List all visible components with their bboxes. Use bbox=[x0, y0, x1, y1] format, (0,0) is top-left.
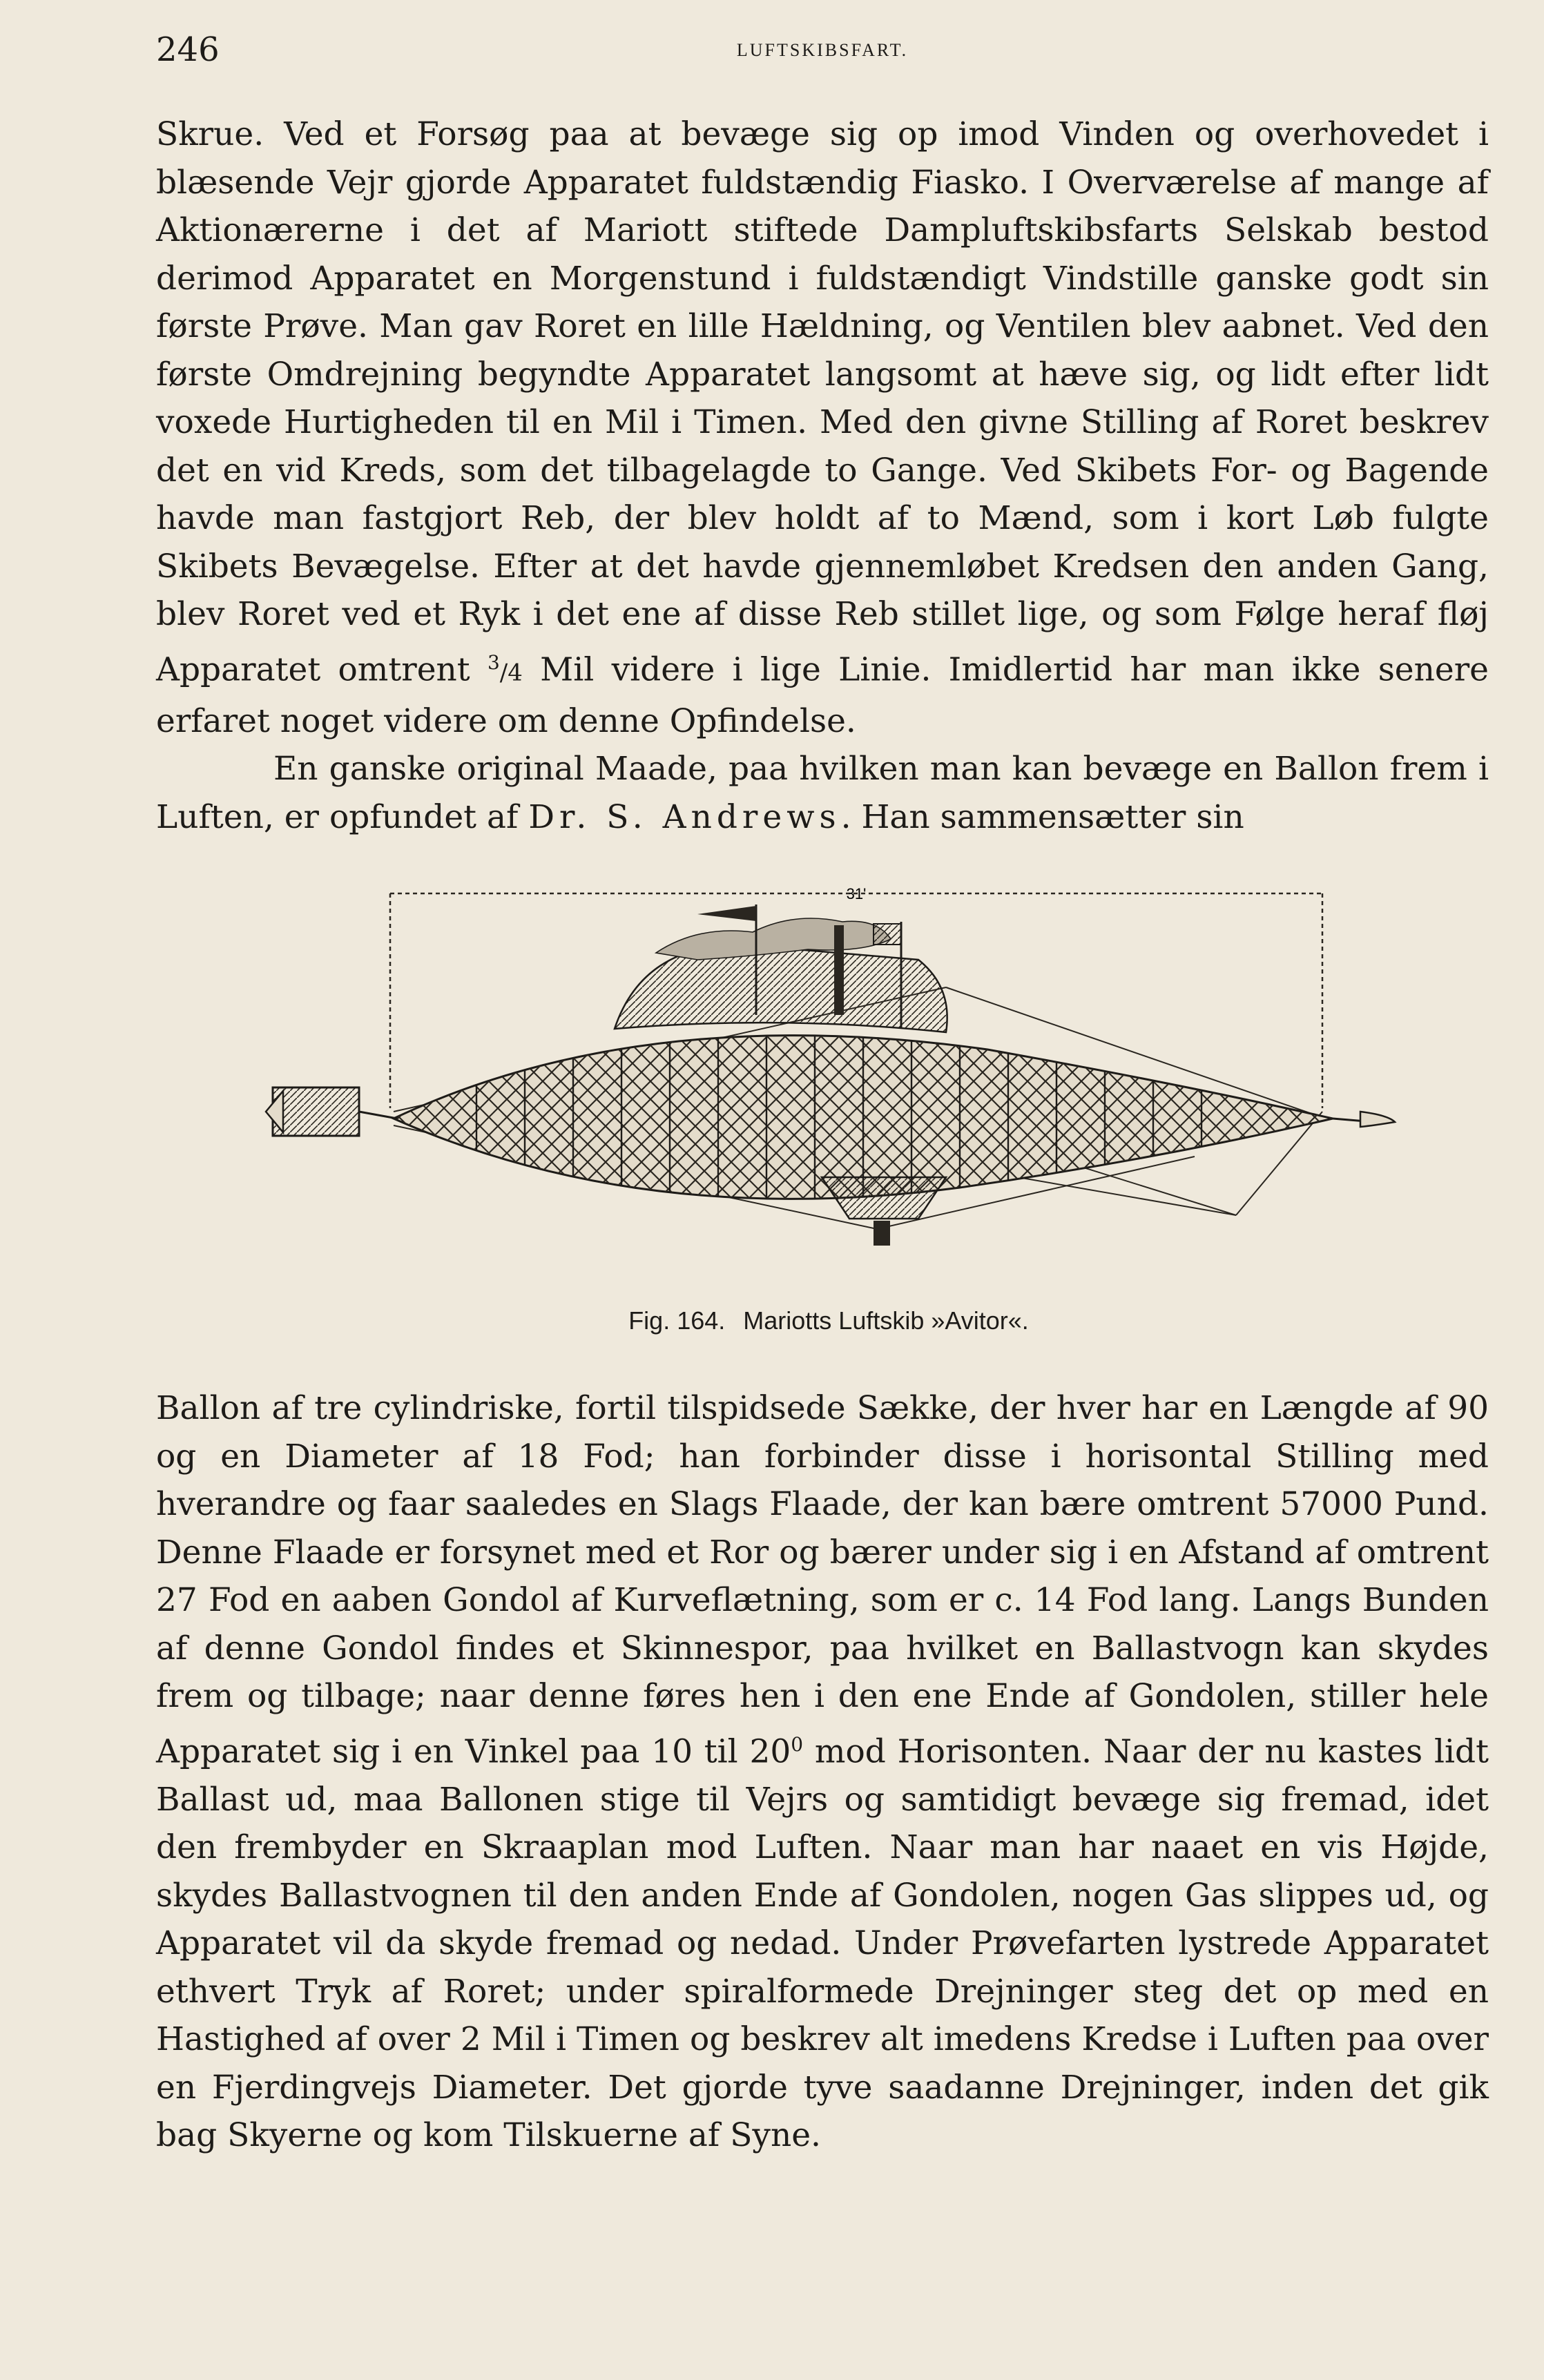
chimney bbox=[834, 925, 844, 1015]
page-header bbox=[156, 30, 1489, 72]
second-paragraph-text-start: En ganske original Maade, paa hvilken man kan bevæge en Ballon frem i Luften, er opfundet af bbox=[156, 750, 1489, 836]
second-paragraph-text-end: . Han sammensætter sin bbox=[840, 797, 1244, 836]
airship-illustration bbox=[255, 884, 1402, 1298]
top-paragraph-text-end: Mil videre i lige Linie. Imidlertid har man ikke senere erfaret noget videre om denne Opfindelse. bbox=[156, 650, 1489, 740]
smoke-plume bbox=[656, 918, 891, 960]
fraction-denominator: /4 bbox=[499, 659, 523, 687]
airship-figure bbox=[255, 884, 1402, 1333]
bottom-paragraph-text-start: Ballon af tre cylindriske, fortil tilspidsede Sække, der hver har en Længde af 90 og en Diameter af 18 Fod; han forbinder disse i horisontal Stilling med hverandre og faar saaledes en Slags Flaade, der kan bære omtrent 57000 Pund. Denne Flaade er forsynet med et Ror og bærer under sig i en Afstand af omtrent 27 Fod en aaben Gondol af Kurveflætning, som er c. 14 Fod lang. Langs Bunden af denne Gondol findes et Skinnespor, paa hvilket en Ballastvogn kan skydes frem og tilbage; naar denne føres hen i den ene Ende af Gondolen, stiller hele Apparatet sig i en Vinkel paa 10 til 20 bbox=[156, 1389, 1489, 1771]
upper-deck bbox=[615, 945, 947, 1032]
gondola bbox=[822, 1177, 946, 1219]
bottom-paragraph-block bbox=[156, 1384, 1489, 2160]
caption-text: Mariotts Luftskib »Avitor«. bbox=[743, 1306, 1029, 1335]
propeller bbox=[1333, 1112, 1395, 1127]
caption-figure-number: Fig. 164. bbox=[628, 1306, 726, 1335]
running-title: LUFTSKIBSFART. bbox=[736, 40, 909, 60]
second-paragraph bbox=[156, 745, 1489, 841]
author-name: Dr. S. Andrews bbox=[528, 797, 841, 836]
degree-superscript: 0 bbox=[791, 1732, 804, 1756]
top-paragraph-text-start: Skrue. Ved et Forsøg paa at bevæge sig op imod Vinden og overhovedet i blæsende Vejr gjorde Apparatet fuldstændig Fiasko. I Overværelse af mange af Aktionærerne i det af Mariott stiftede Dampluftskibsfarts Selskab bestod derimod Apparatet en Morgenstund i fuldstændigt Vindstille ganske godt sin første Prøve. Man gav Roret en lille Hældning, og Ventilen blev aabnet. Ved den første Omdrejning begyndte Apparatet langsomt at hæve sig, og lidt efter lidt voxede Hurtigheden til en Mil i Timen. Med den givne Stilling af Roret beskrev det en vid Kreds, som det tilbagelagde to Gange. Ved Skibets For- og Bagende havde man fastgjort Reb, der blev holdt af to Mænd, som i kort Løb fulgte Skibets Bevægelse. Efter at det havde gjennemløbet Kredsen den anden Gang, blev Roret ved et Ryk i det ene af disse Reb stillet lige, og som Følge heraf fløj Apparatet omtrent bbox=[156, 115, 1489, 689]
rudder bbox=[266, 1087, 397, 1136]
fraction-numerator: 3 bbox=[487, 650, 500, 674]
gondola-weight bbox=[874, 1221, 890, 1246]
top-paragraph bbox=[156, 110, 1489, 745]
bottom-paragraph-text-end: mod Horisonten. Naar der nu kastes lidt Ballast ud, maa Ballonen stige til Vejrs og samtidigt bevæge sig fremad, idet den frembyder en Skraaplan mod Luften. Naar man har naaet en vis Højde, skydes Ballastvognen til den anden Ende af Gondolen, nogen Gas slippes ud, og Apparatet vil da skyde fremad og nedad. Under Prøvefarten lystrede Apparatet ethvert Tryk af Roret; under spiralformede Drejninger steg det op med en Hastighed af over 2 Mil i Timen og beskrev alt imedens Kredse i Luften paa over en Fjerdingvejs Diameter. Det gjorde tyve saadanne Drejninger, inden det gik bag Skyerne og kom Tilskuerne af Syne. bbox=[156, 1732, 1489, 2155]
page-number: 246 bbox=[156, 30, 220, 69]
top-paragraph-block bbox=[156, 110, 1489, 841]
figure-caption bbox=[255, 1306, 1402, 1335]
bottom-paragraph bbox=[156, 1384, 1489, 2160]
dimension-label: 31' bbox=[846, 885, 867, 902]
